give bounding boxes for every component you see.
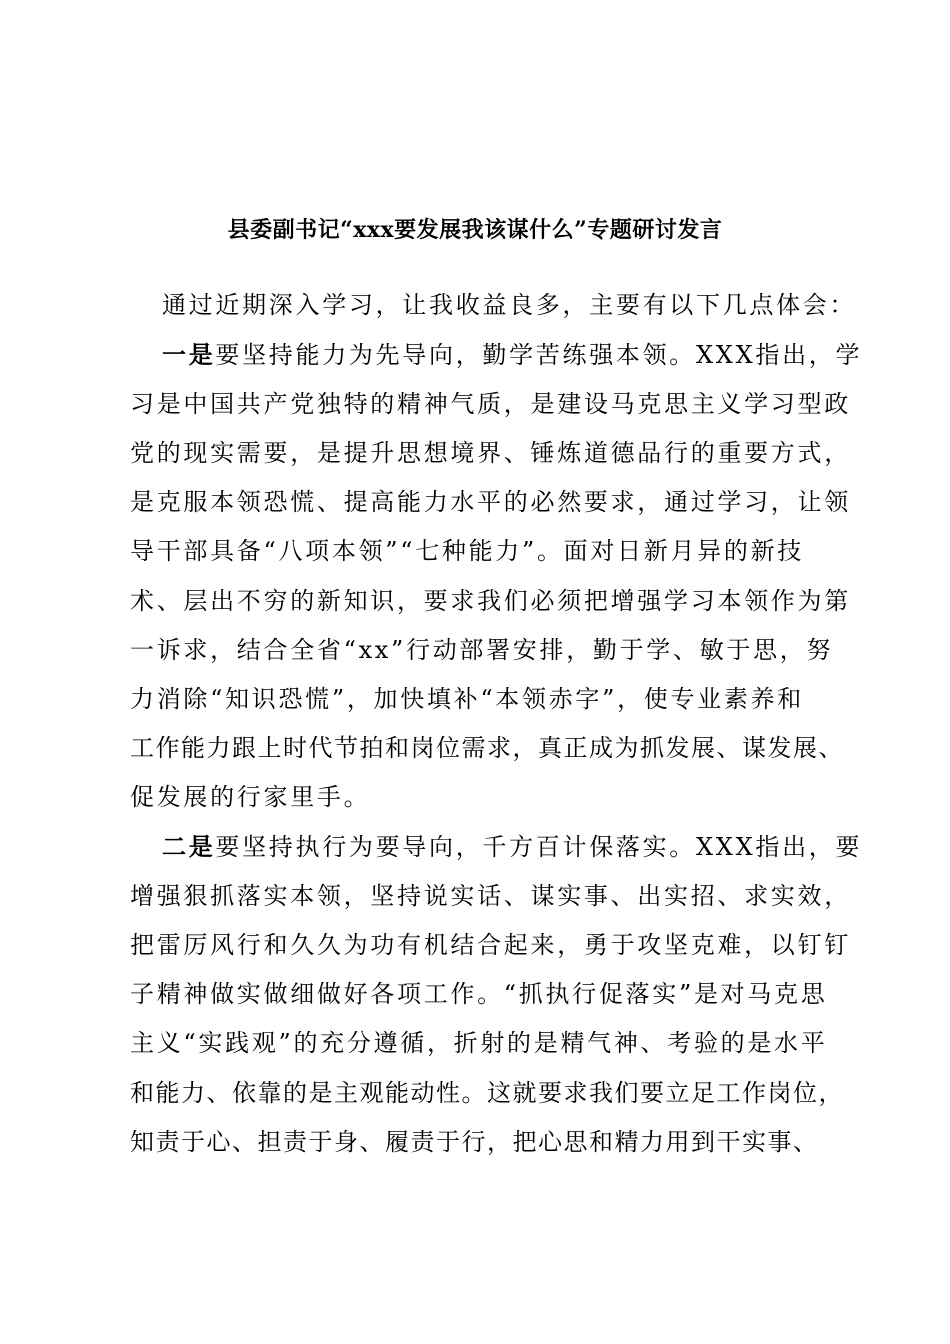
- point1-line: 是克服本领恐慌、提高能力水平的必然要求，通过学习，让领: [130, 488, 851, 516]
- point2-line: 主义“实践观”的充分遵循，折射的是精气神、考验的是水平: [130, 1029, 828, 1057]
- point1-line: 导干部具备“八项本领”“七种能力”。面对日新月异的新技: [130, 537, 804, 565]
- point1-lead: 一是: [162, 340, 216, 369]
- point1-line: 工作能力跟上时代节拍和岗位需求，真正成为抓发展、谋发展、: [130, 734, 844, 762]
- point1-line: 一诉求，结合全省“xx”行动部署安排，勤于学、敏于思，努: [130, 636, 834, 664]
- point2-line: 要坚持执行为要导向，千方百计保落实。XXX指出，要: [215, 833, 863, 861]
- point2-line: 知责于心、担责于身、履责于行，把心思和精力用到干实事、: [130, 1128, 819, 1156]
- point2-line: 把雷厉风行和久久为功有机结合起来，勇于攻坚克难，以钉钉: [130, 931, 851, 959]
- point2-lead: 二是: [162, 832, 216, 861]
- point1-line: 术、层出不穷的新知识，要求我们必须把增强学习本领作为第: [130, 587, 851, 615]
- point2-first-line: [162, 830, 862, 864]
- point1-line: 要坚持能力为先导向，勤学苦练强本领。XXX指出，学: [215, 341, 863, 369]
- point2-line: 增强狠抓落实本领，坚持说实话、谋实事、出实招、求实效，: [130, 882, 851, 910]
- point1-line: 党的现实需要，是提升思想境界、锤炼道德品行的重要方式，: [130, 439, 851, 467]
- intro-paragraph: 通过近期深入学习，让我收益良多，主要有以下几点体会：: [162, 291, 857, 319]
- point2-line: 子精神做实做细做好各项工作。“抓执行促落实”是对马克思: [130, 980, 828, 1008]
- point2-line: 和能力、依靠的是主观能动性。这就要求我们要立足工作岗位，: [130, 1079, 844, 1107]
- point1-line: 习是中国共产党独特的精神气质，是建设马克思主义学习型政: [130, 390, 851, 418]
- document-title: 县委副书记“xxx要发展我该谋什么”专题研讨发言: [227, 217, 723, 243]
- point1-line: 促发展的行家里手。: [130, 783, 371, 811]
- point1-first-line: [162, 338, 862, 372]
- point1-line: 力消除“知识恐慌”，加快填补“本领赤字”，使专业素养和: [130, 685, 804, 713]
